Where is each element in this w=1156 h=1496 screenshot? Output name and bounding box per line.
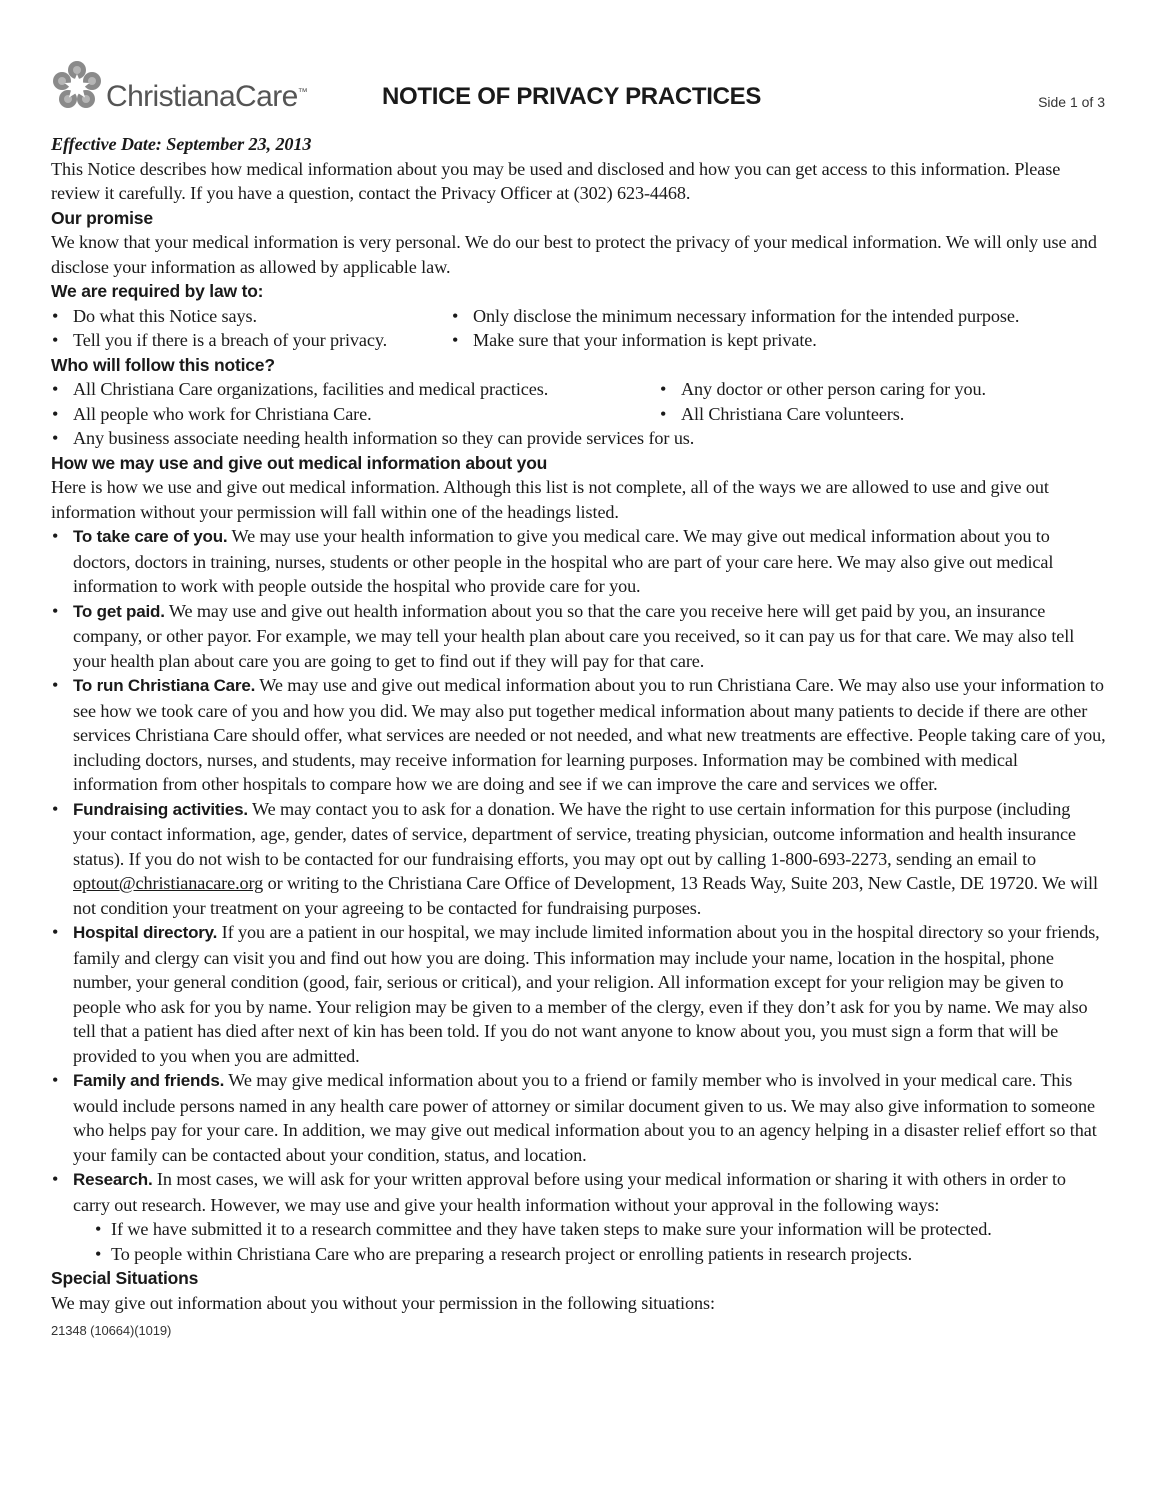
page-title: NOTICE OF PRIVACY PRACTICES: [382, 83, 762, 110]
item-lead: Family and friends.: [73, 1071, 225, 1090]
christianacare-logo: [51, 60, 341, 116]
item-text: In most cases, we will ask for your written approval before using your medical information or sharing it with others in order to carry out research. However, we may use and give your health information without your approval in the following ways:: [73, 1169, 1066, 1215]
item-text: or writing to the Christiana Care Office of Development, 13 Reads Way, Suite 203, New Castle, DE 19720. We will not condition your treatment on your agreeing to be contacted for fundraising purposes.: [73, 873, 1098, 918]
effective-date: Effective Date: September 23, 2013: [51, 134, 312, 154]
item-text: We may contact you to ask for a donation. We have the right to use certain information for this purpose (including your contact information, age, gender, dates of service, department of service, treating physician, outcome information and health insurance status). If you do not wish to be contacted for our fundraising efforts, you may opt out by calling 1-800-693-2273, sending an email to: [73, 798, 1076, 869]
required-list: [51, 304, 1107, 353]
notice-page: [51, 60, 1107, 1344]
list-item: • Tell you if there is a breach of your privacy.: [51, 328, 451, 353]
uses-list: [51, 524, 1107, 1266]
item-lead: To run Christiana Care.: [73, 676, 256, 695]
follow-list: [51, 377, 1107, 451]
optout-email-link[interactable]: optout@christianacare.org: [73, 873, 264, 893]
promise-text: We know that your medical information is very personal. We do our best to protect the privacy of your medical information. We will only use and disclose your information as allowed by applicable law.: [51, 232, 1097, 277]
form-number: 21348 (10664)(1019): [51, 1323, 172, 1338]
star-flower-icon: [51, 60, 103, 112]
promise-heading: Our promise: [51, 207, 153, 228]
notice-body: [51, 132, 1107, 1344]
intro-paragraph: This Notice describes how medical information about you may be used and disclosed and how you can get access to this information. Please review it carefully. If you have a question, contact the Privacy Officer at (302) 623-4468.: [51, 158, 1061, 203]
list-item: • Only disclose the minimum necessary information for the intended purpose.: [451, 304, 1107, 329]
special-text: We may give out information about you without your permission in the following situations:: [51, 1292, 715, 1313]
list-item: • Any doctor or other person caring for you.: [659, 377, 1107, 402]
item-lead: To get paid.: [73, 601, 165, 621]
list-item: • All Christiana Care volunteers.: [659, 402, 1107, 427]
list-item: [51, 1167, 1107, 1266]
follow-heading: Who will follow this notice?: [51, 354, 275, 375]
list-item: [51, 599, 1107, 674]
list-item: [51, 524, 1107, 599]
list-item: [51, 920, 1107, 1068]
side-indicator: Side 1 of 3: [1038, 94, 1105, 110]
list-item: [51, 1068, 1107, 1167]
sub-list-item: • If we have submitted it to a research committee and they have taken steps to make sure your information will be protected.: [89, 1217, 1107, 1242]
list-item: • Any business associate needing health information so they can provide services for us.: [51, 426, 1107, 451]
item-lead: Research.: [73, 1170, 153, 1189]
list-item: • All Christiana Care organizations, facilities and medical practices.: [51, 377, 659, 402]
item-text: If you are a patient in our hospital, we may include limited information about you in the hospital directory so your friends, family and clergy can visit you and find out how you are doing. This information may include your name, location in the hospital, phone number, your general condition (good, fair, serious or critical), and your religion. All information except for your religion may be given to people who ask for you by name. Your religion may be given to a member of the clergy, even if they don’t ask for you by name. We may also tell that a patient has died after next of kin has been told. If you do not want anyone to know about you, you must sign a form that will be provided to you when you are admitted.: [73, 922, 1100, 1066]
list-item: [51, 797, 1107, 921]
special-heading: Special Situations: [51, 1268, 199, 1288]
required-heading: We are required by law to:: [51, 281, 264, 301]
uses-heading: How we may use and give out medical information about you: [51, 452, 548, 473]
uses-intro: Here is how we use and give out medical information. Although this list is not complete, all of the ways we are allowed to use and give out information without your permission will fall within one of the headings listed.: [51, 477, 1049, 522]
item-lead: Hospital directory.: [73, 923, 218, 942]
list-item: [51, 673, 1107, 797]
item-text: We may give medical information about you to a friend or family member who is involved in your medical care. This would include persons named in any health care power of attorney or similar document given to us. We may also give information to someone who helps pay for your care. In addition, we may give out medical information about you to an agency helping in a disaster relief effort so that your family can be contacted about your condition, status, and location.: [73, 1070, 1097, 1165]
item-text: We may use and give out medical information about you to run Christiana Care. We may also use your information to see how we took care of you and how you did. We may also put together medical information about many patients to decide if there are other services Christiana Care should offer, what services are needed or not needed, and what new treatments are effective. People taking care of you, including doctors, nurses, and students, may receive information for learning purposes. Information may be combined with medical information from other hospitals to compare how we are doing and see if we can improve the care and services we offer.: [73, 675, 1106, 794]
sub-list-item: • To people within Christiana Care who are preparing a research project or enrolling patients in research projects.: [89, 1242, 1107, 1267]
list-item: • All people who work for Christiana Care.: [51, 402, 659, 427]
item-text: We may use your health information to give you medical care. We may give out medical information about you to doctors, doctors in training, nurses, students or other people in the hospital who are part of your care here. We may also give out medical information to work with people outside the hospital who provide care for you.: [73, 526, 1054, 596]
logo-wordmark: ChristianaCare™: [106, 80, 308, 113]
research-sublist: [73, 1217, 1107, 1266]
item-lead: Fundraising activities.: [73, 799, 248, 819]
item-lead: To take care of you.: [73, 527, 228, 546]
header: [51, 60, 1107, 132]
item-text: We may use and give out health information about you so that the care you receive here will get paid by you, an insurance company, or other payor. For example, we may tell your health plan about care you received, so it can pay us for that care. We may also tell your health plan about care you are going to get to find out if they will pay for that care.: [73, 600, 1075, 671]
list-item: • Make sure that your information is kept private.: [451, 328, 1107, 353]
list-item: • Do what this Notice says.: [51, 304, 451, 329]
